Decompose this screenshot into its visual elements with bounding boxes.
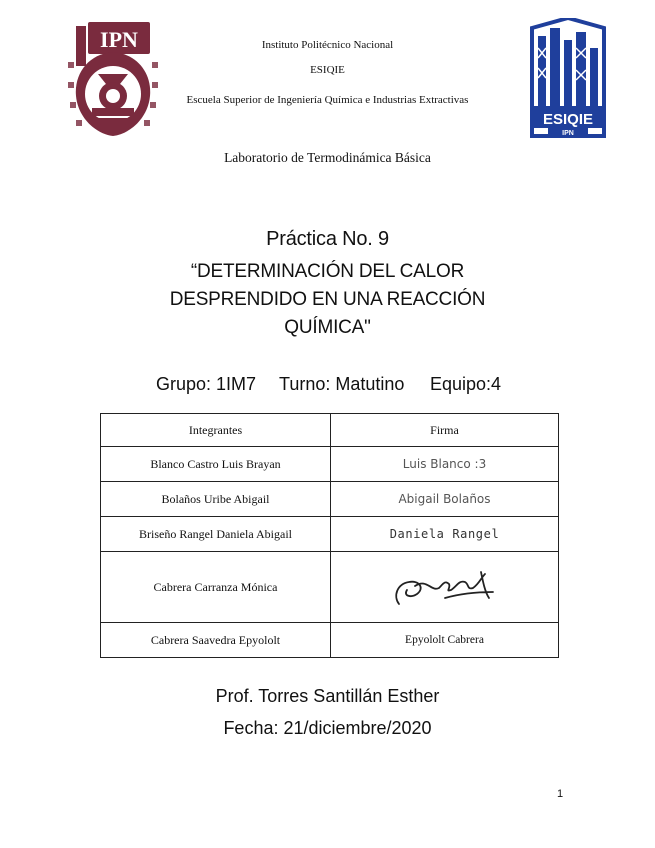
member-name: Bolaños Uribe Abigail bbox=[101, 482, 331, 517]
member-name: Cabrera Saavedra Epyololt bbox=[101, 623, 331, 658]
member-signature: Luis Blanco :3 bbox=[331, 447, 559, 482]
table-row bbox=[101, 623, 559, 658]
member-name: Cabrera Carranza Mónica bbox=[101, 552, 331, 623]
esiqie-logo-text: ESIQIE bbox=[542, 111, 594, 128]
practice-number: Práctica No. 9 bbox=[266, 228, 389, 250]
member-name: Blanco Castro Luis Brayan bbox=[101, 447, 331, 482]
member-signature: Epyololt Cabrera bbox=[331, 623, 559, 658]
header-signature: Firma bbox=[331, 414, 559, 447]
team-label: Equipo:4 bbox=[430, 374, 502, 394]
member-signature: Abigail Bolaños bbox=[331, 482, 559, 517]
table-row bbox=[101, 517, 559, 552]
header-members: Integrantes bbox=[101, 414, 331, 447]
professor-name: Prof. Torres Santillán Esther bbox=[215, 686, 440, 706]
table-header-row bbox=[101, 414, 559, 447]
table-row bbox=[101, 552, 559, 623]
date-label: Fecha: 21/diciembre/2020 bbox=[223, 718, 432, 738]
school-abbr: ESIQIE bbox=[310, 64, 345, 76]
member-signature-handwritten bbox=[331, 552, 559, 623]
ipn-logo-text: IPN bbox=[100, 27, 138, 52]
practice-title-line1: “DETERMINACIÓN DEL CALOR bbox=[190, 261, 465, 282]
group-label: Grupo: 1IM7 bbox=[156, 374, 257, 394]
esiqie-logo-sub: IPN bbox=[562, 130, 574, 137]
member-signature: Daniela Rangel bbox=[331, 517, 559, 552]
institution-name: Instituto Politécnico Nacional bbox=[261, 39, 394, 51]
esiqie-logo bbox=[526, 18, 610, 142]
shift-label: Turno: Matutino bbox=[279, 374, 405, 394]
handwritten-signature-icon bbox=[385, 558, 505, 614]
practice-title-line3: QUÍMICA" bbox=[284, 317, 371, 338]
page-number: 1 bbox=[557, 788, 564, 800]
table-row bbox=[101, 482, 559, 517]
member-name: Briseño Rangel Daniela Abigail bbox=[101, 517, 331, 552]
table-row bbox=[101, 447, 559, 482]
practice-title-line2: DESPRENDIDO EN UNA REACCIÓN bbox=[169, 289, 486, 310]
laboratory-name: Laboratorio de Termodinámica Básica bbox=[224, 150, 431, 165]
school-name: Escuela Superior de Ingeniería Química e Industrias Extractivas bbox=[186, 94, 469, 106]
members-table bbox=[100, 413, 559, 658]
